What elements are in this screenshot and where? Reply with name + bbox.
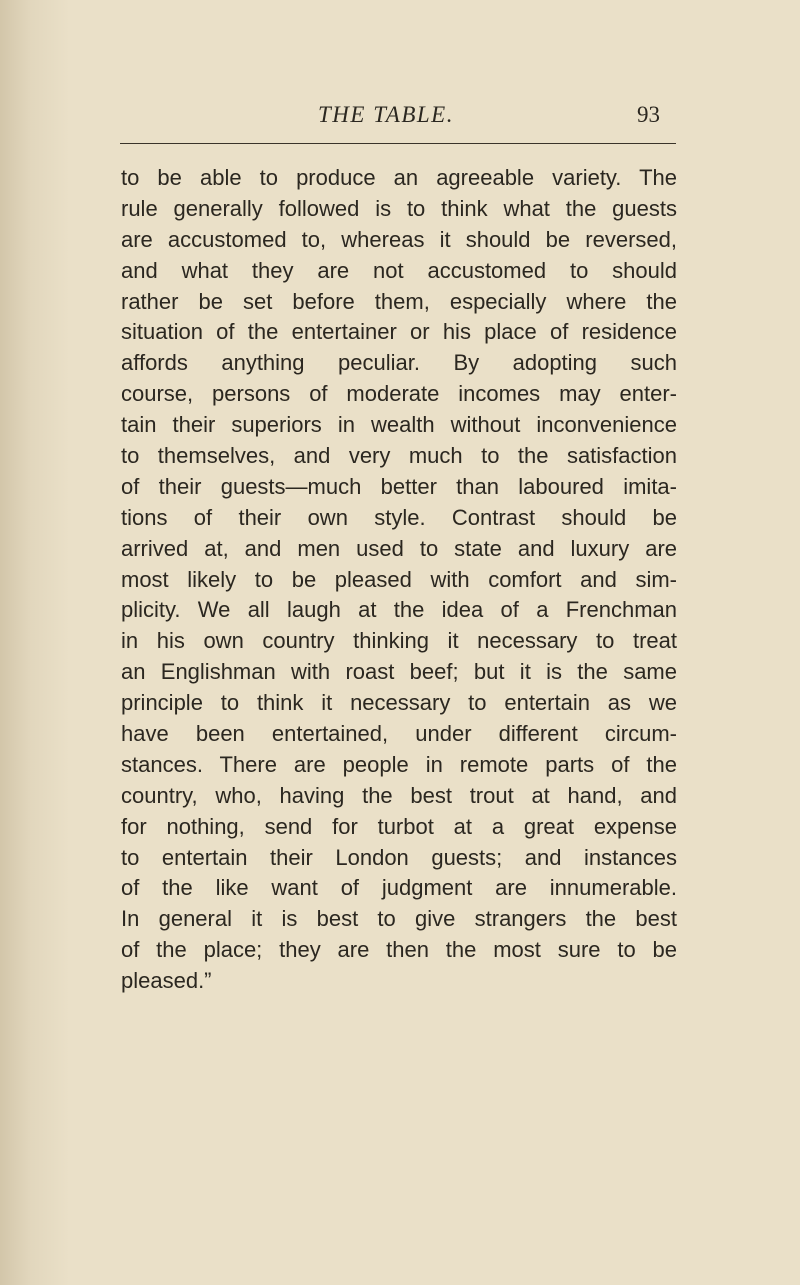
text-line: plicity. We all laugh at the idea of a Frenchman xyxy=(121,597,677,623)
text-line: of their guests—much better than laboured imita- xyxy=(121,473,677,499)
text-line: affords anything peculiar. By adopting such xyxy=(121,350,677,376)
text-line: tain their superiors in wealth without inconvenience xyxy=(121,412,677,438)
text-line: principle to think it necessary to entertain as we xyxy=(121,690,677,716)
text-line: are accustomed to, whereas it should be reversed, xyxy=(121,226,677,252)
text-line: pleased.” xyxy=(121,968,212,994)
text-line: in his own country thinking it necessary to treat xyxy=(121,628,677,654)
page-number: 93 xyxy=(637,102,660,127)
text-line: to entertain their London guests; and instances xyxy=(121,844,677,870)
header-rule xyxy=(120,143,676,144)
text-line: stances. There are people in remote parts of the xyxy=(121,751,677,777)
text-line: and what they are not accustomed to should xyxy=(121,257,677,283)
text-line: rather be set before them, especially where the xyxy=(121,288,677,314)
text-line: most likely to be pleased with comfort and sim- xyxy=(121,566,677,592)
text-line: rule generally followed is to think what the guests xyxy=(121,195,677,221)
text-line: for nothing, send for turbot at a great expense xyxy=(121,813,677,839)
running-title: THE TABLE. xyxy=(318,102,454,127)
text-line: course, persons of moderate incomes may enter- xyxy=(121,381,677,407)
body-paragraph xyxy=(121,163,677,997)
text-line: an Englishman with roast beef; but it is the same xyxy=(121,659,677,685)
text-line: of the place; they are then the most sure to be xyxy=(121,937,677,963)
text-line: to be able to produce an agreeable variety. The xyxy=(121,165,677,190)
text-line: situation of the entertainer or his place of residence xyxy=(121,319,677,345)
text-line: country, who, having the best trout at hand, and xyxy=(121,782,677,808)
text-line: to themselves, and very much to the satisfaction xyxy=(121,443,677,469)
text-line: have been entertained, under different circum- xyxy=(121,721,677,747)
text-line: arrived at, and men used to state and luxury are xyxy=(121,535,677,561)
text-line: of the like want of judgment are innumerable. xyxy=(121,875,677,901)
text-line: In general it is best to give strangers the best xyxy=(121,906,677,932)
text-line: tions of their own style. Contrast should be xyxy=(121,504,677,530)
